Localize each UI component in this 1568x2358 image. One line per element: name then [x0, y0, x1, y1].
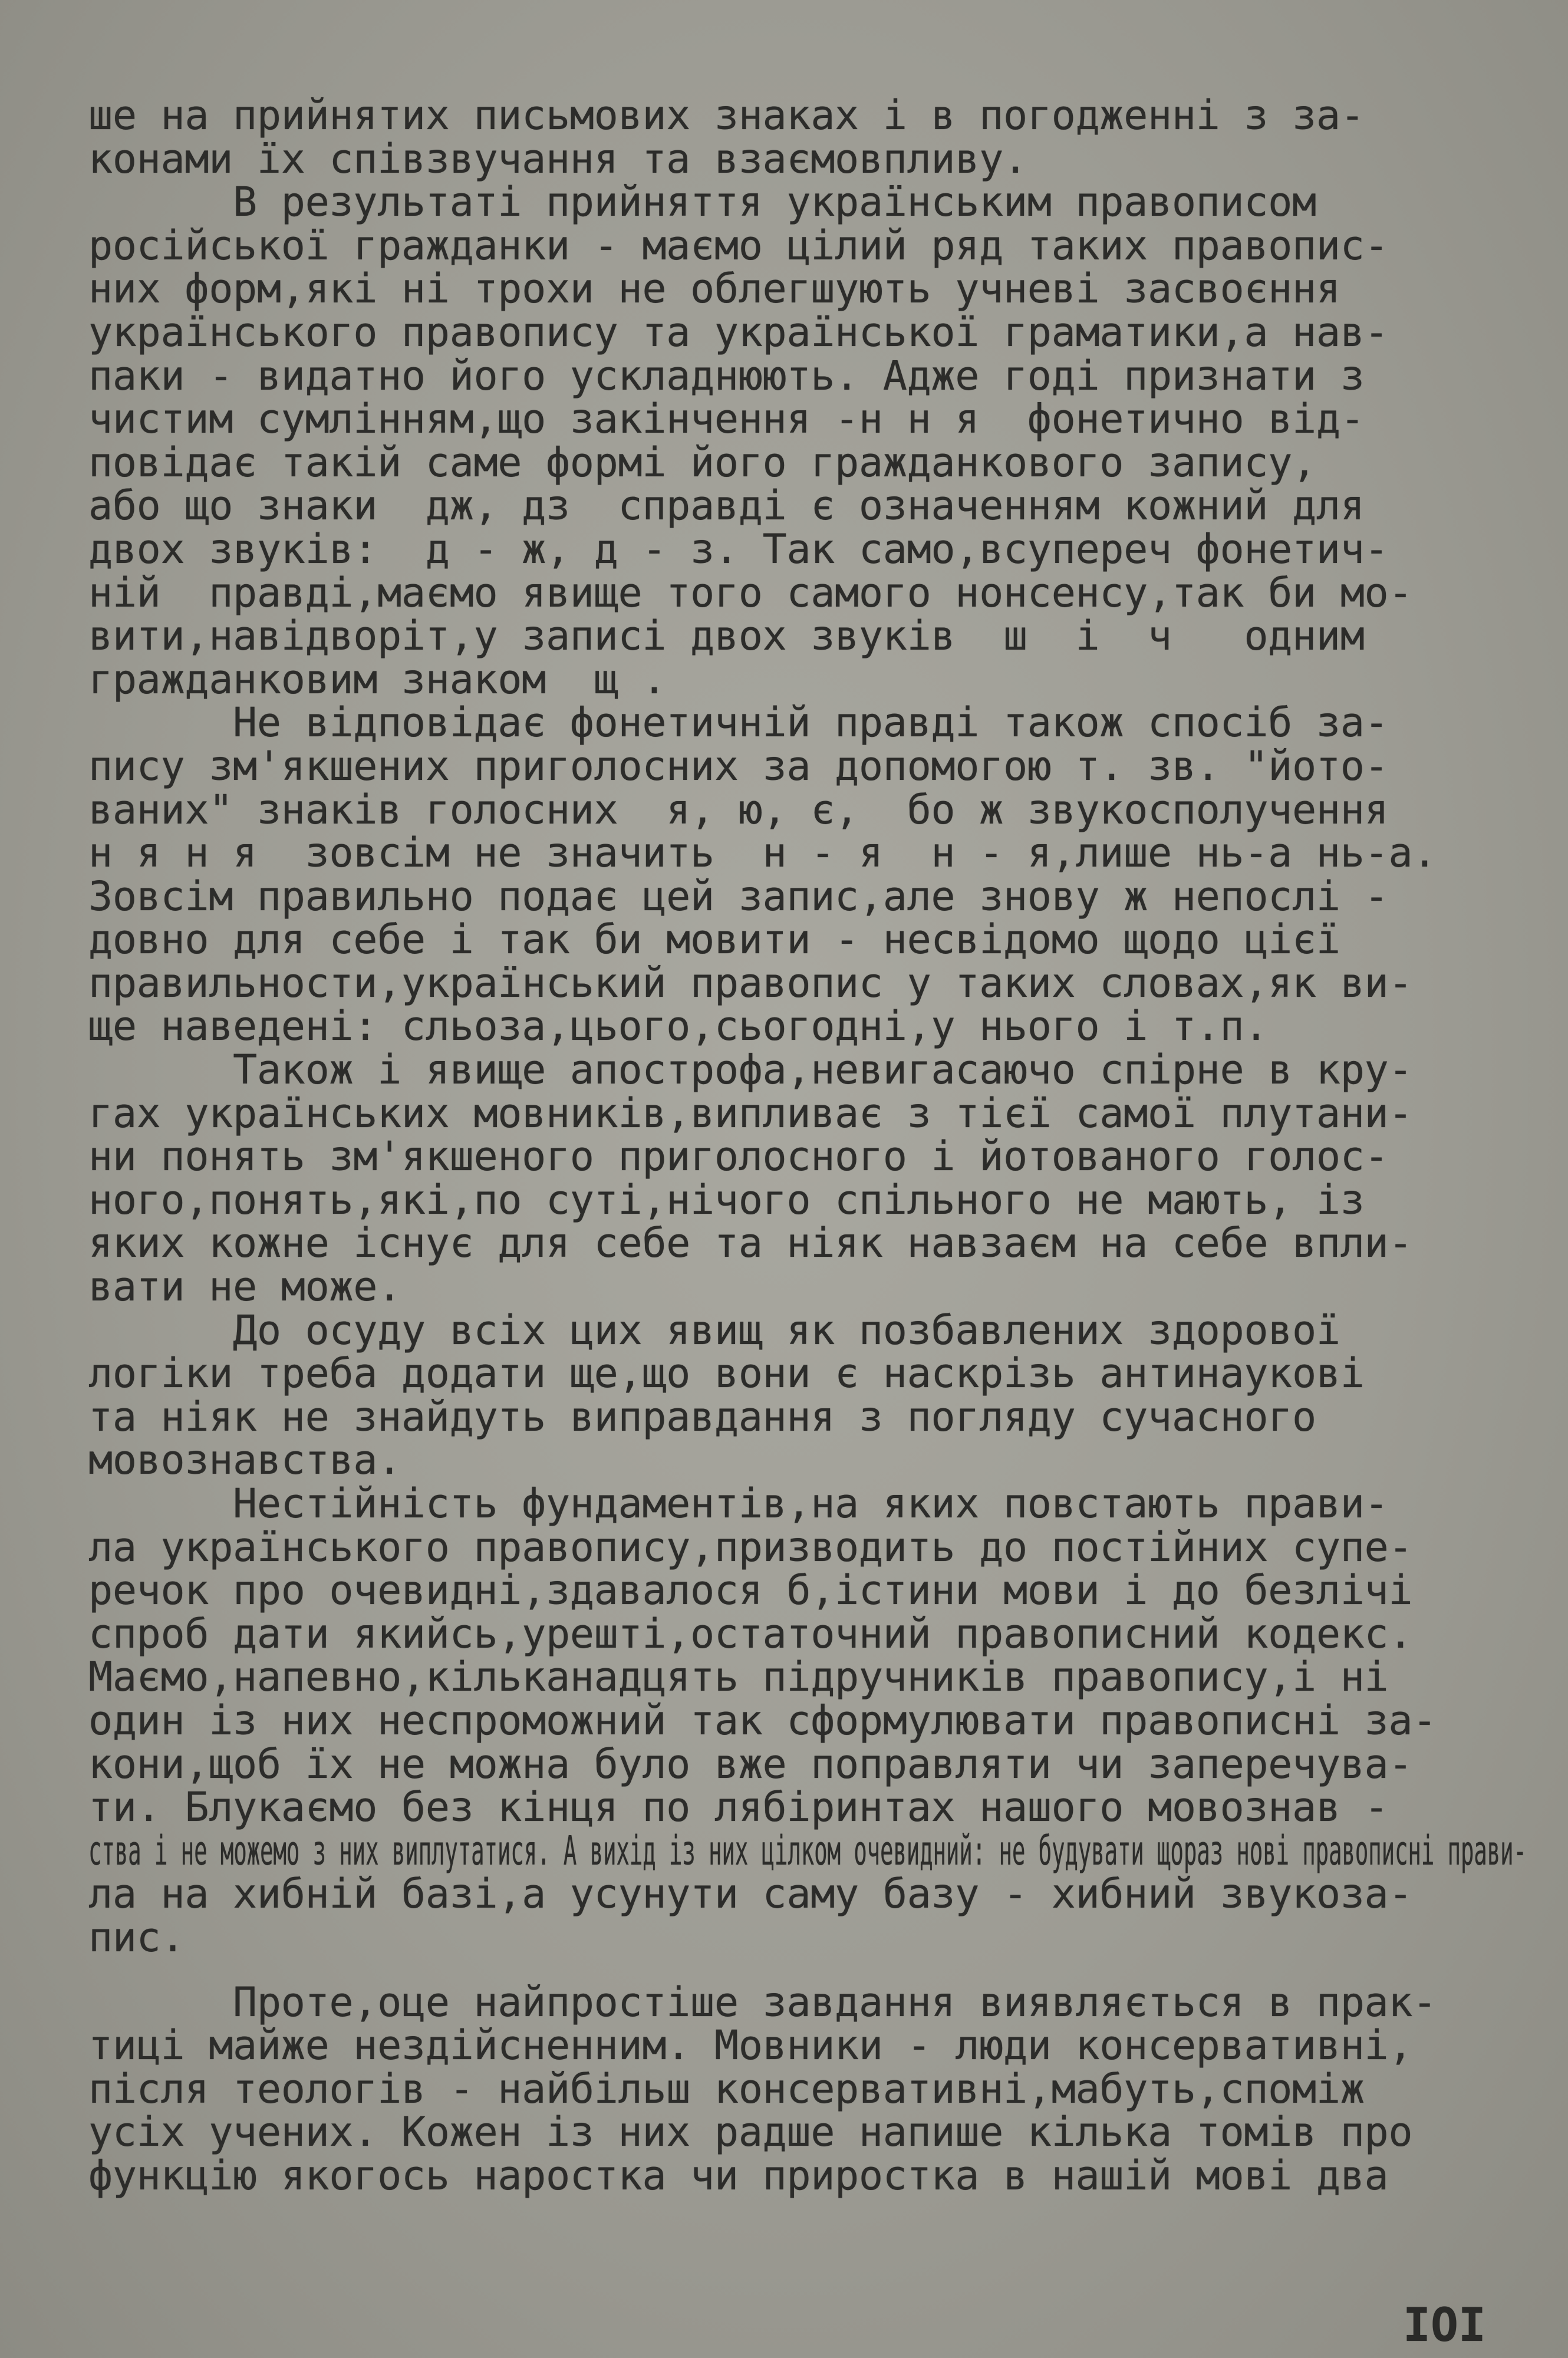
- text-line: українського правопису та української граматики,а нав-: [88, 308, 1389, 356]
- text-line: та ніяк не знайдуть виправдання з погляду сучасного: [88, 1393, 1316, 1441]
- text-line: усіх учених. Кожен із них радше напише кілька томів про: [88, 2109, 1413, 2156]
- text-line: пису зм'якшених приголосних за допомогою т. зв. "йото-: [88, 742, 1389, 790]
- text-line: російської гражданки - маємо цілий ряд таких правопис-: [88, 222, 1389, 269]
- text-line: кони,щоб їх не можна було вже поправляти чи заперечува-: [88, 1740, 1413, 1788]
- text-line: тиці майже нездійсненним. Мовники - люди консервативні,: [88, 2022, 1413, 2070]
- text-line: двох звуків: д - ж, д - з. Так само,всупереч фонетич-: [88, 525, 1389, 573]
- text-line: Не відповідає фонетичній правді також спосіб за-: [88, 699, 1389, 747]
- text-line: ни понять зм'якшеного приголосного і йотованого голос-: [88, 1133, 1389, 1181]
- text-line: пис.: [88, 1914, 185, 1961]
- text-line: паки - видатно його ускладнюють. Адже годі признати з: [88, 352, 1365, 400]
- text-line: вити,навідворіт,у записі двох звуків ш і ч одним: [88, 612, 1365, 660]
- text-line: конами їх співзвучання та взаємовпливу.: [88, 135, 1027, 183]
- text-line: функцію якогось наростка чи приростка в нашій мові два: [88, 2152, 1389, 2199]
- text-line: ла українського правопису,призводить до постійних супе-: [88, 1523, 1413, 1571]
- text-line: них форм,які ні трохи не облегшують учневі засвоєння: [88, 265, 1340, 313]
- text-line: яких кожне існує для себе та ніяк навзаєм на себе впли-: [88, 1220, 1413, 1267]
- text-line: ства і не можемо з них виплутатися. А вихід із них цілком очевидний: не будувати щораз нові правописні прави-: [88, 1827, 1527, 1875]
- text-line: повідає такій саме формі його гражданкового запису,: [88, 439, 1316, 486]
- text-line: один із них неспроможний так сформулювати правописні за-: [88, 1697, 1437, 1744]
- text-line: В результаті прийняття українським правописом: [88, 179, 1316, 226]
- paragraph-gap: [88, 1960, 1527, 1981]
- text-line: ше на прийнятих письмових знаках і в погодженні з за-: [88, 92, 1365, 139]
- text-line: правильности,український правопис у таких словах,як ви-: [88, 959, 1413, 1007]
- text-line: вати не може.: [88, 1263, 401, 1311]
- text-line: Маємо,напевно,кільканадцять підручників правопису,і ні: [88, 1654, 1389, 1701]
- text-line: спроб дати якийсь,урешті,остаточний правописний кодекс.: [88, 1610, 1413, 1658]
- text-line: речок про очевидні,здавалося б,істини мови і до безлічі: [88, 1567, 1413, 1615]
- text-line: н я н я зовсім не значить н - я н - я,лише нь-а нь-а.: [88, 829, 1437, 877]
- text-line: ти. Блукаємо без кінця по лябіринтах нашого мовознав -: [88, 1784, 1389, 1832]
- text-line: довно для себе і так би мовити - несвідомо щодо цієї: [88, 916, 1340, 964]
- text-line: До осуду всіх цих явищ як позбавлених здорової: [88, 1306, 1340, 1354]
- text-line: Проте,оце найпростіше завдання виявляється в прак-: [88, 1978, 1437, 2026]
- text-line: Також і явище апострофа,невигасаючо спірне в кру-: [88, 1046, 1413, 1094]
- text-line: Зовсім правильно подає цей запис,але знову ж непослі -: [88, 872, 1389, 920]
- text-line: ваних" знаків голосних я, ю, є, бо ж звукосполучення: [88, 786, 1389, 834]
- text-line: Нестійність фундаментів,на яких повстають прави-: [88, 1480, 1389, 1527]
- text-line: ще наведені: сльоза,цього,сьогодні,у нього і т.п.: [88, 1003, 1269, 1050]
- text-line: ній правді,маємо явище того самого нонсенсу,так би мо-: [88, 569, 1413, 617]
- text-line: ного,понять,які,по суті,нічого спільного не мають, із: [88, 1176, 1365, 1224]
- body-text: [88, 94, 1527, 2198]
- text-line: або що знаки дж, дз справді є означенням кожний для: [88, 482, 1365, 530]
- text-line: мовознавства.: [88, 1437, 401, 1484]
- text-line: чистим сумлінням,що закінчення -н н я фонетично від-: [88, 396, 1365, 443]
- text-line: логіки треба додати ще,що вони є наскрізь антинаукові: [88, 1350, 1365, 1398]
- text-line: гах українських мовників,випливає з тієї самої плутани-: [88, 1089, 1413, 1137]
- text-line: після теологів - найбільш консервативні,мабуть,споміж: [88, 2065, 1365, 2113]
- text-line: ла на хибній базі,а усунути саму базу - хибний звукоза-: [88, 1870, 1413, 1918]
- text-line: гражданковим знаком щ .: [88, 656, 667, 703]
- page-number: IOI: [1403, 2299, 1486, 2352]
